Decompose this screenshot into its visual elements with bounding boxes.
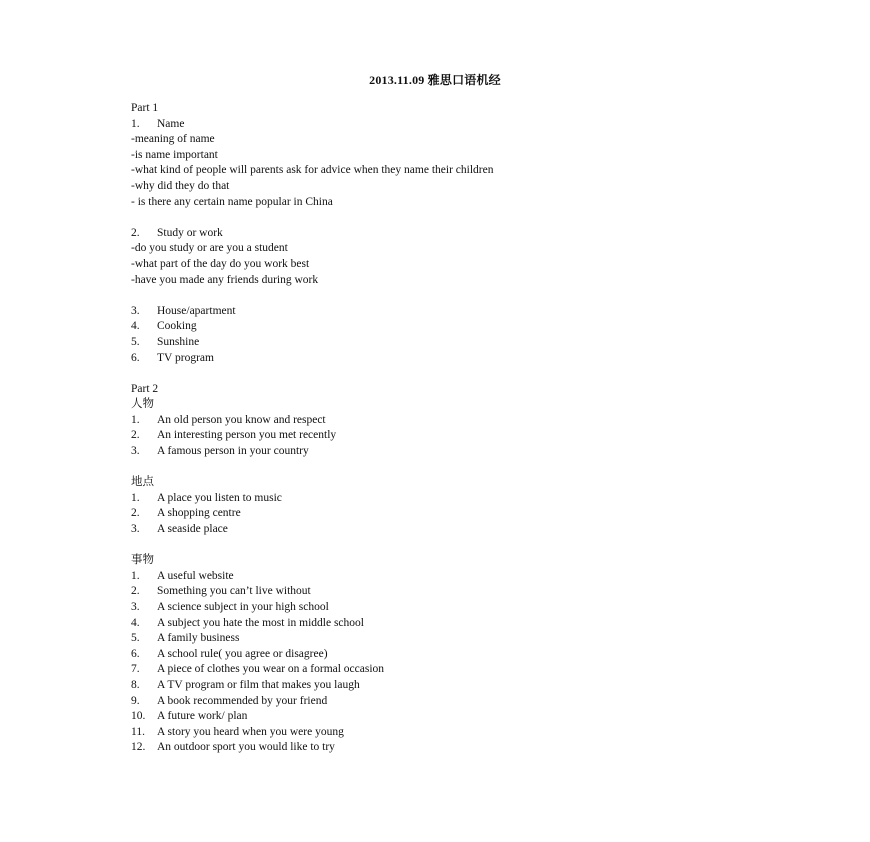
spacer xyxy=(131,460,771,476)
item-text: Something you can’t live without xyxy=(157,585,311,598)
list-number: 7. xyxy=(131,663,140,676)
list-number: 1. xyxy=(131,491,140,504)
list-number: 2. xyxy=(131,429,140,442)
list-number: 4. xyxy=(131,320,140,333)
item-text: A place you listen to music xyxy=(157,491,282,504)
list-item xyxy=(131,569,771,585)
question-line: -do you study or are you a student xyxy=(131,242,288,255)
list-item xyxy=(131,694,771,710)
list-item xyxy=(131,444,771,460)
question-line: -have you made any friends during work xyxy=(131,273,319,286)
item-text: A seaside place xyxy=(157,523,228,536)
list-number: 2. xyxy=(131,507,140,520)
item-text: A famous person in your country xyxy=(157,445,309,458)
list-number: 10. xyxy=(131,710,146,723)
list-item xyxy=(131,428,771,444)
list-number: 12. xyxy=(131,741,146,754)
question-line: -is name important xyxy=(131,148,218,161)
question-line: -what kind of people will parents ask for advice when they name their children xyxy=(131,164,494,177)
list-item xyxy=(131,616,771,632)
list-item xyxy=(131,678,771,694)
item-text: A school rule( you agree or disagree) xyxy=(157,647,328,660)
list-item xyxy=(131,647,771,663)
list-number: 1. xyxy=(131,569,140,582)
list-number: 11. xyxy=(131,725,145,738)
list-number: 3. xyxy=(131,601,140,613)
spacer xyxy=(131,210,771,226)
item-text: A piece of clothes you wear on a formal occasion xyxy=(157,663,385,676)
item-text: A future work/ plan xyxy=(157,710,248,723)
list-number: 2. xyxy=(131,226,140,239)
list-number: 1. xyxy=(131,117,140,130)
topic-label: Study or work xyxy=(157,226,223,239)
item-text: A shopping centre xyxy=(157,507,241,520)
list-number: 1. xyxy=(131,413,140,426)
list-item xyxy=(131,709,771,725)
item-text: A useful website xyxy=(157,569,234,582)
list-item xyxy=(131,351,771,367)
list-item xyxy=(131,335,771,351)
spacer xyxy=(131,538,771,554)
item-text: A story you heard when you were young xyxy=(157,725,344,738)
section-heading-people: 人物 xyxy=(131,398,154,411)
question-line: -what part of the day do you work best xyxy=(131,257,310,270)
list-item xyxy=(131,584,771,600)
list-number: 9. xyxy=(131,694,140,707)
list-number: 2. xyxy=(131,585,140,598)
list-number: 3. xyxy=(131,523,140,536)
item-text: An old person you know and respect xyxy=(157,413,326,426)
list-item xyxy=(131,631,771,647)
list-item xyxy=(131,506,771,522)
item-text: A book recommended by your friend xyxy=(157,694,328,707)
list-number: 4. xyxy=(131,616,140,629)
list-number: 3. xyxy=(131,304,140,317)
item-text: A subject you hate the most in middle school xyxy=(157,616,364,629)
question-line: - is there any certain name popular in China xyxy=(131,195,333,208)
list-number: 5. xyxy=(131,632,140,645)
document-title: 2013.11.09 雅思口语机经 xyxy=(369,73,501,87)
spacer xyxy=(131,366,771,382)
section-heading-things: 事物 xyxy=(131,554,154,567)
part1-heading: Part 1 xyxy=(131,102,159,114)
list-item xyxy=(131,304,771,320)
list-item xyxy=(131,413,771,429)
list-item xyxy=(131,740,771,756)
list-number: 5. xyxy=(131,335,140,348)
question-line: -why did they do that xyxy=(131,179,230,192)
list-item xyxy=(131,725,771,741)
section-heading-places: 地点 xyxy=(131,476,154,489)
item-text: A family business xyxy=(157,632,240,645)
document-body xyxy=(131,101,771,756)
spacer xyxy=(131,288,771,304)
list-item xyxy=(131,522,771,538)
topic-label: Name xyxy=(157,117,185,130)
list-number: 6. xyxy=(131,351,140,364)
item-text: A science subject in your high school xyxy=(157,601,329,613)
part1-topic-study xyxy=(131,226,771,242)
item-text: An interesting person you met recently xyxy=(157,429,337,442)
question-line: -meaning of name xyxy=(131,133,215,146)
list-item xyxy=(131,662,771,678)
topic-label: House/apartment xyxy=(157,304,236,317)
topic-label: Cooking xyxy=(157,320,197,333)
part2-heading: Part 2 xyxy=(131,382,159,395)
item-text: A TV program or film that makes you laugh xyxy=(157,678,360,691)
item-text: An outdoor sport you would like to try xyxy=(157,741,335,754)
list-item xyxy=(131,319,771,335)
part1-topic-name xyxy=(131,117,771,133)
list-number: 6. xyxy=(131,647,140,660)
topic-label: TV program xyxy=(157,351,214,364)
list-item xyxy=(131,491,771,507)
topic-label: Sunshine xyxy=(157,335,200,348)
list-number: 8. xyxy=(131,678,140,691)
list-number: 3. xyxy=(131,445,140,458)
list-item xyxy=(131,600,771,616)
